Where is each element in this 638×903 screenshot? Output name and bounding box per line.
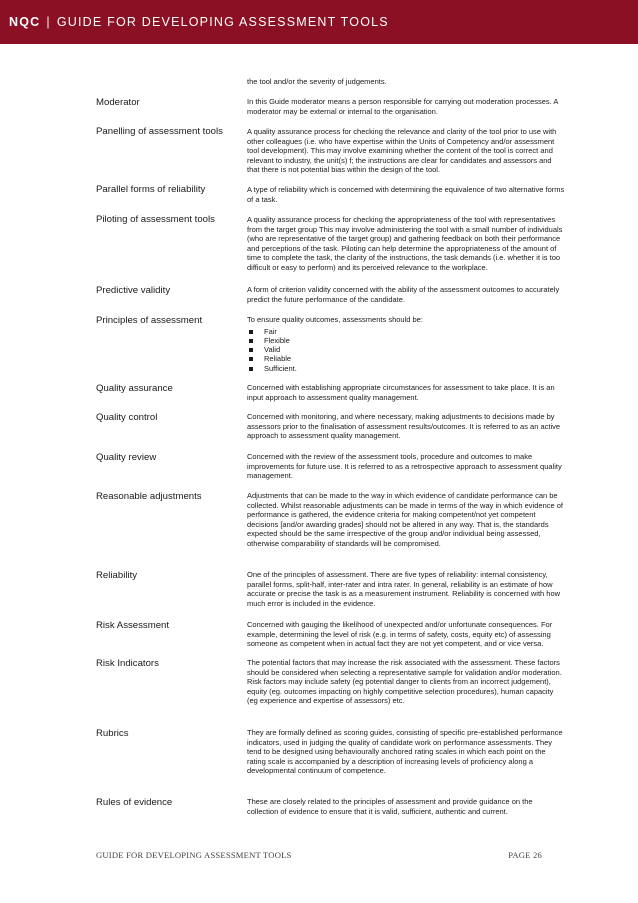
- definition-quality-assurance: Concerned with establishing appropriate circumstances for assessment to take place. It is an input approach to assessment quality management.: [247, 383, 555, 402]
- principles-intro: To ensure quality outcomes, assessments should be:: [247, 315, 423, 324]
- definition-piloting: A quality assurance process for checking the appropriateness of the tool with representatives from the target group This may involve administering the tool with a small number of individuals (who are representative of the target group) and gathering feedback on both their performance and perceptions of the task. Piloting can help determine the appropriateness of the amount of time to complete the task, the clarity of the instructions, the task demands (i.e. whether it is too difficult or easy to perform) and its perceived relevance to the workplace.: [247, 215, 563, 272]
- definition-predictive-validity: A form of criterion validity concerned with the ability of the assessment outcomes to accurately predict the future performance of the candidate.: [247, 285, 560, 304]
- list-item: Sufficient.: [247, 364, 565, 373]
- term-parallel-forms: Parallel forms of reliability: [96, 184, 206, 195]
- definition-principles: [247, 315, 565, 373]
- term-reasonable-adjustments: Reasonable adjustments: [96, 491, 202, 502]
- continued-definition: the tool and/or the severity of judgements.: [247, 77, 387, 86]
- page-number: PAGE 26: [508, 850, 542, 860]
- list-item: Valid: [247, 345, 565, 354]
- definition-quality-control: Concerned with monitoring, and where necessary, making adjustments to decisions made by assessors prior to the finalisation of assessment results/outcomes. It is referred to as an active approach to assessment quality management.: [247, 412, 561, 441]
- definition-panelling: A quality assurance process for checking the relevance and clarity of the tool prior to use with other colleagues (i.e. who have expertise within the Units of Competency and/or assessment tool development). This may involve examining whether the content of the tool is correct and relevant to industry, the unit(s) f; the instructions are clear for candidates and assessors and that there is not potential bias within the design of the tool.: [247, 127, 557, 175]
- term-quality-assurance: Quality assurance: [96, 383, 173, 394]
- definition-rubrics: They are formally defined as scoring guides, consisting of specific pre-established performance indicators, used in judging the quality of candidate work on performance assessments. They tend to be designed using behaviourally anchored rating scales in which each point on the rating scale is accompanied by a description of increasing levels of proficiency along a developmental continuum of competence.: [247, 728, 563, 776]
- header-title: GUIDE FOR DEVELOPING ASSESSMENT TOOLS: [56, 15, 389, 29]
- definition-risk-assessment: Concerned with gauging the likelihood of unexpected and/or unfortunate consequences. For example, determining the level of risk (e.g. in terms of safety, costs, equity etc) of assessing someone as competent when in actual fact they are not yet competent, and or vice versa.: [247, 620, 553, 649]
- term-rubrics: Rubrics: [96, 728, 129, 739]
- term-risk-indicators: Risk Indicators: [96, 658, 159, 669]
- definition-moderator: In this Guide moderator means a person responsible for carrying out moderation processes. A moderator may be external or internal to the organisation.: [247, 97, 558, 116]
- definition-quality-review: Concerned with the review of the assessment tools, procedure and outcomes to make improvements for future use. It is referred to as a retrospective approach to assessment quality management.: [247, 452, 562, 481]
- term-risk-assessment: Risk Assessment: [96, 620, 170, 631]
- header-separator: |: [46, 15, 51, 29]
- list-item: Flexible: [247, 336, 565, 345]
- page-footer: [96, 850, 542, 860]
- definition-reliability: One of the principles of assessment. There are five types of reliability: internal consistency, parallel forms, split-half, inter-rater and intra rater. In general, reliability is an estimate of how accurate or precise the task is as a measurement instrument. Reliability is concerned with how much error is included in the evidence.: [247, 570, 561, 608]
- term-reliability: Reliability: [96, 570, 138, 581]
- footer-title: GUIDE FOR DEVELOPING ASSESSMENT TOOLS: [96, 850, 292, 860]
- org-logo-text: NQC: [9, 15, 41, 29]
- term-quality-control: Quality control: [96, 412, 158, 423]
- term-moderator: Moderator: [96, 97, 140, 108]
- term-quality-review: Quality review: [96, 452, 157, 463]
- term-predictive-validity: Predictive validity: [96, 285, 171, 296]
- term-rules-of-evidence: Rules of evidence: [96, 797, 173, 808]
- term-panelling: Panelling of assessment tools: [96, 126, 223, 137]
- definition-reasonable-adjustments: Adjustments that can be made to the way in which evidence of candidate performance can be collected. Whilst reasonable adjustments can be made in terms of the way in which evidence of performance is gathered, the evidence criteria for making competent/not yet competent decisions [and/or awarding grades] should not be altered in any way. That is, the standards expected should be the same irrespective of the group and/or individual being assessed, otherwise comparability of standards will be compromised.: [247, 491, 563, 548]
- term-principles: Principles of assessment: [96, 315, 203, 326]
- list-item: Reliable: [247, 354, 565, 363]
- definition-parallel-forms: A type of reliability which is concerned with determining the equivalence of two alternative forms of a task.: [247, 185, 565, 204]
- list-item: Fair: [247, 327, 565, 336]
- definition-rules-of-evidence: These are closely related to the principles of assessment and provide guidance on the collection of evidence to ensure that it is valid, sufficient, authentic and current.: [247, 797, 533, 816]
- term-piloting: Piloting of assessment tools: [96, 214, 215, 225]
- definition-risk-indicators: The potential factors that may increase the risk associated with the assessment. These factors should be considered when selecting a representative sample for validation and/or moderation. Risk factors may include safety (eg potential danger to clients from an incorrect judgement), equity (eg. outcomes impacting on highly competitive selection procedures), human capacity (eg experience and expertise of assessors) etc.: [247, 658, 562, 706]
- principles-list: [247, 327, 565, 373]
